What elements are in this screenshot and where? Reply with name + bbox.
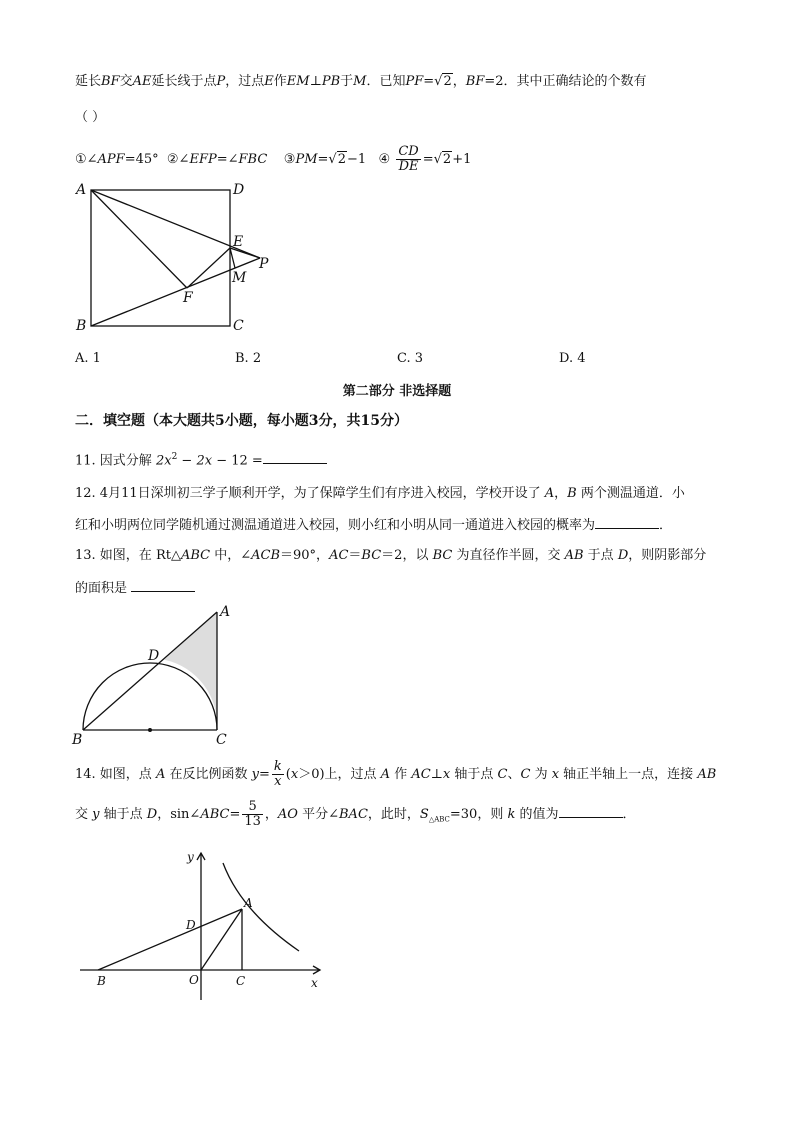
shaded-region (164, 612, 217, 730)
q10-figure (70, 178, 280, 338)
fig10-label-a: A (76, 182, 87, 198)
q10-stem-line1: 延长BF交AE延长线于点P，过点E作EM⊥PB于M．已知PF=√2，BF=2．其中正确结论的个数有 (75, 74, 647, 89)
fig10-label-m: M (232, 270, 247, 286)
line-af (91, 190, 187, 288)
fig10-label-e: E (233, 234, 244, 250)
q10-option-c[interactable]: C. 3 (397, 351, 424, 366)
fig14-label-d: D (186, 918, 196, 932)
fig10-label-f: F (183, 290, 193, 306)
fig14-label-y: y (187, 850, 194, 864)
section2-title: 二．填空题（本大题共5小题，每小题3分，共15分） (75, 413, 408, 429)
fig10-label-d: D (233, 182, 245, 198)
line-bp (91, 258, 260, 326)
fig13-label-c: C (216, 732, 227, 748)
q13-line2: 的面积是 (75, 578, 195, 598)
q10-option-b[interactable]: B. 2 (235, 351, 262, 366)
fig14-label-b: B (97, 974, 106, 988)
q11-text: 11. 因式分解 $2x^2 - 2x - 12$ = (75, 448, 327, 470)
line-ba (98, 909, 242, 970)
q12-line2: 红和小明两位同学随机通过测温通道进入校园，则小红和小明从同一通道进入校园的概率为 ． (75, 515, 672, 535)
fig10-label-c: C (233, 318, 244, 334)
q12-line1: 12. 4月11日深圳初三学子顺利开学，为了保障学生们有序进入校园，学校开设了 A，B 两个测温通道．小 (75, 486, 685, 501)
fig14-label-a: A (244, 896, 253, 910)
q14-figure (70, 845, 340, 1005)
hyperbola-curve (223, 863, 299, 951)
q13-line1: 13. 如图，在 Rt△ABC 中，∠ACB＝90°，AC＝BC＝2，以 BC 为直径作半圆，交 AB 于点 D，则阴影部分 (75, 548, 707, 563)
fig13-label-d: D (148, 648, 160, 664)
line-em (230, 248, 235, 268)
q10-option-d[interactable]: D. 4 (559, 351, 586, 366)
q14-line2: 交 y 轴于点 D，sin∠ABC= $\frac{5}{13}$ ，AO 平分∠BAC，此时，$S_{\triangle ABC}=30$，则 k 的值为 ． (75, 799, 636, 829)
fig14-label-c: C (236, 974, 246, 988)
part2-title: 第二部分 非选择题 (342, 384, 452, 399)
center-dot (148, 728, 152, 732)
fig13-label-b: B (72, 732, 83, 748)
q14-line1: 14. 如图，点 A 在反比例函数 y= $\frac{k}{x}$ (x＞0)上，过点 A 作 AC⊥x 轴于点 C、C 为 x 轴正半轴上一点，连接 AB (75, 759, 717, 789)
fig14-label-x: x (311, 976, 318, 990)
fig13-label-a: A (220, 604, 231, 620)
fig14-label-o: O (189, 973, 199, 987)
q10-paren: （ ） (75, 110, 106, 125)
line-fe (187, 248, 230, 288)
q13-figure (70, 600, 240, 748)
q10-conclusions: ①∠APF=45° ②∠EFP=∠FBC ③PM=√2−1 ④ $\frac{CD}{DE}$ =√2+1 (75, 144, 472, 174)
q10-option-a[interactable]: A. 1 (75, 351, 101, 366)
fig10-label-b: B (76, 318, 87, 334)
fig10-label-p: P (259, 256, 269, 272)
